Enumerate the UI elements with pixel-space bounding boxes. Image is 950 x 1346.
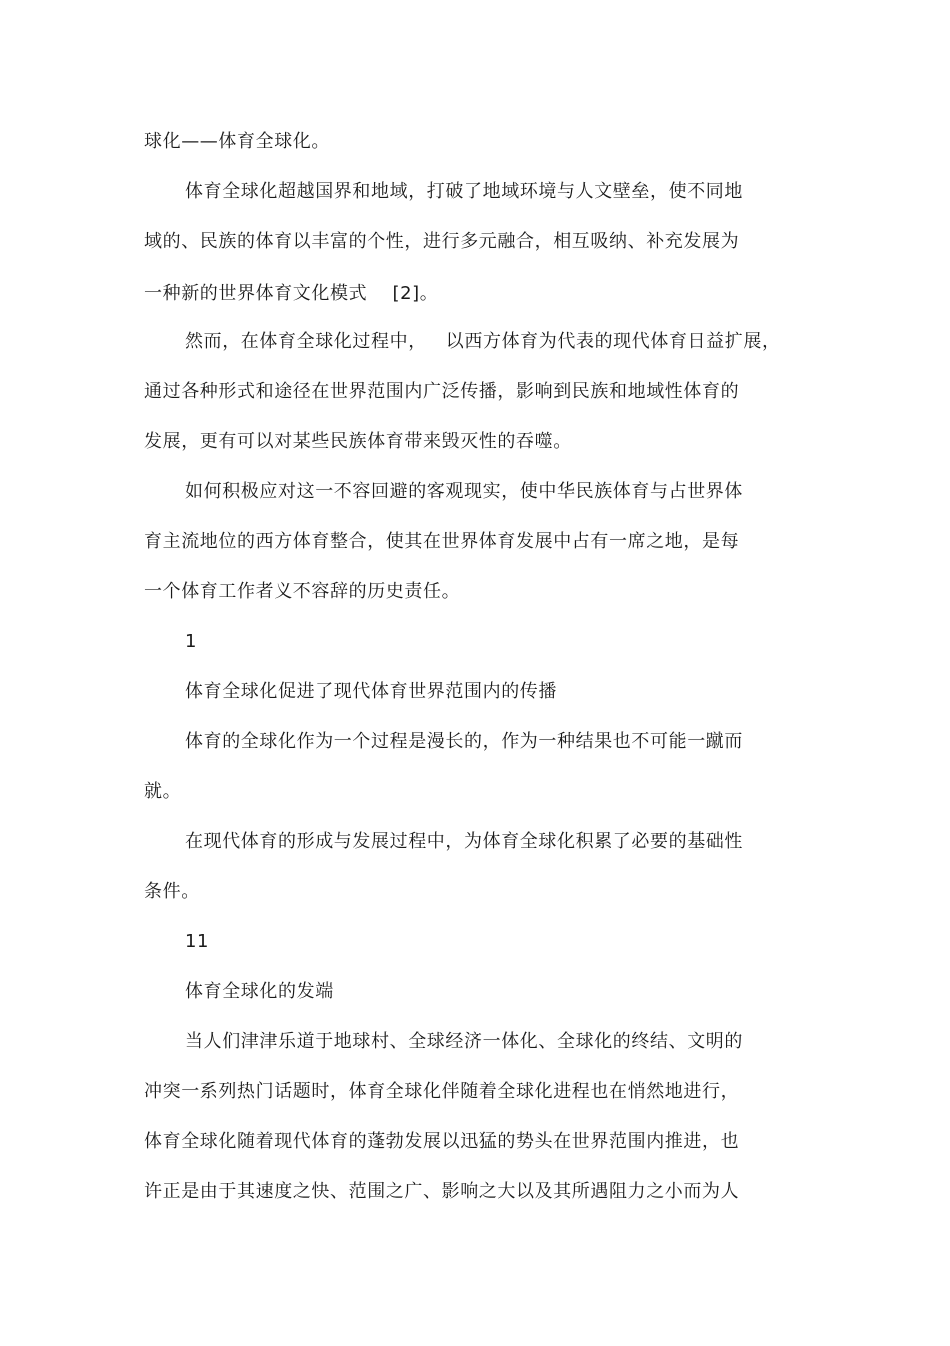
paragraph-start: 体育全球化超越国界和地域，打破了地域环境与人文壁垒，使不同地 [185, 181, 743, 202]
text-line: 育主流地位的西方体育整合，使其在世界体育发展中占有一席之地，是每 [144, 531, 740, 552]
section-heading: 体育全球化促进了现代体育世界范围内的传播 [185, 681, 557, 702]
paragraph-start: 当人们津津乐道于地球村、全球经济一体化、全球化的终结、文明的 [185, 1031, 743, 1052]
section-number: 1 [185, 631, 198, 652]
section-number: 11 [185, 931, 210, 952]
paragraph-start: 如何积极应对这一不容回避的客观现实，使中华民族体育与占世界体 [185, 481, 743, 502]
text-line: 球化——体育全球化。 [144, 131, 330, 152]
text-line: 域的、民族的体育以丰富的个性，进行多元融合，相互吸纳、补充发展为 [144, 231, 740, 252]
section-heading: 体育全球化的发端 [185, 981, 334, 1002]
text-line: 冲突一系列热门话题时，体育全球化伴随着全球化进程也在悄然地进行， [144, 1081, 740, 1102]
text-line: 通过各种形式和途径在世界范围内广泛传播，影响到民族和地域性体育的 [144, 381, 740, 402]
text-line: 体育全球化随着现代体育的蓬勃发展以迅猛的势头在世界范围内推进，也 [144, 1131, 740, 1152]
paragraph-start: 体育的全球化作为一个过程是漫长的，作为一种结果也不可能一蹴而 [185, 731, 743, 752]
paragraph-start: 在现代体育的形成与发展过程中，为体育全球化积累了必要的基础性 [185, 831, 743, 852]
text-line: 许正是由于其速度之快、范围之广、影响之大以及其所遇阻力之小而为人 [144, 1181, 740, 1202]
text-line: 一种新的世界体育文化模式 [2]。 [144, 283, 439, 304]
text-line: 一个体育工作者义不容辞的历史责任。 [144, 581, 461, 602]
text-line: 发展，更有可以对某些民族体育带来毁灭性的吞噬。 [144, 431, 572, 452]
text-line: 条件。 [144, 881, 200, 902]
paragraph-start: 然而，在体育全球化过程中， 以西方体育为代表的现代体育日益扩展， [185, 331, 781, 352]
text-line: 就。 [144, 781, 182, 802]
